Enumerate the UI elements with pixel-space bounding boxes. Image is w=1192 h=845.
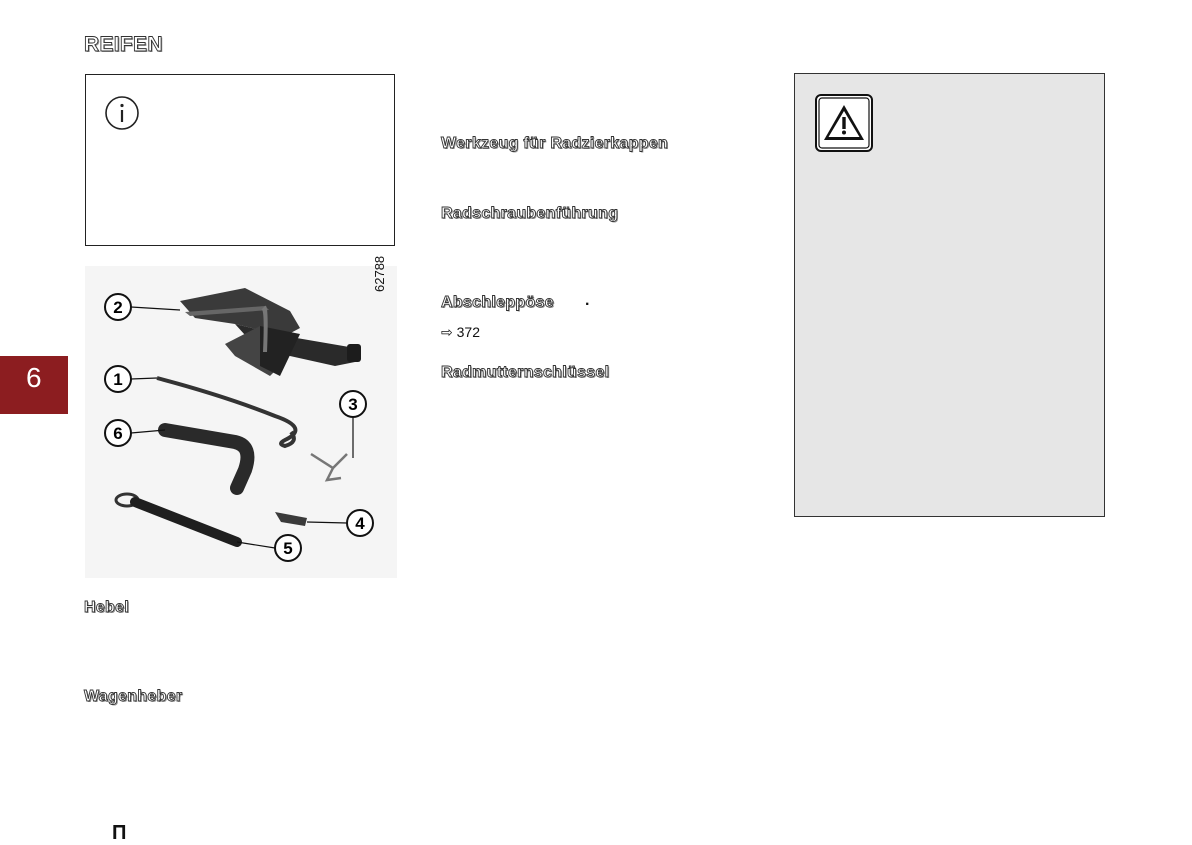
label-radzierkappen: Werkzeug für Radzierkappen	[441, 135, 669, 152]
callout-5-label: 5	[283, 539, 293, 558]
tool-kit-figure	[85, 266, 397, 578]
callout-2-label: 2	[113, 298, 123, 317]
page-title: REIFEN	[84, 33, 163, 56]
callout-4	[347, 510, 373, 536]
tool-kit-illustration	[85, 266, 397, 578]
callout-2	[105, 294, 131, 320]
label-wagenheber: Wagenheber	[84, 688, 183, 705]
callout-3-label: 3	[348, 395, 358, 414]
label-radmutternschluessel: Radmutternschlüssel	[441, 364, 610, 381]
hubcap-tool-illustration	[311, 454, 347, 480]
wrench-illustration	[116, 494, 237, 542]
label-abschleppoese: Abschleppöse	[441, 294, 554, 311]
callout-5	[275, 535, 301, 561]
chapter-number: 6	[26, 362, 42, 393]
callout-6	[105, 420, 131, 446]
callout-6-label: 6	[113, 424, 123, 443]
footer-mark: Π	[112, 822, 127, 844]
info-icon	[104, 95, 140, 131]
jack-illustration	[180, 288, 361, 376]
warning-box	[794, 73, 1105, 517]
page-reference-link[interactable]: ⇨ 372	[441, 324, 480, 340]
abschleppoese-period: .	[585, 292, 590, 309]
callout-1-label: 1	[113, 370, 123, 389]
callout-3	[340, 391, 366, 417]
callout-4-label: 4	[355, 514, 365, 533]
callout-1	[105, 366, 131, 392]
figure-id: 62788	[372, 255, 387, 292]
label-radschraubenfuehrung: Radschraubenführung	[441, 205, 619, 222]
info-box	[85, 74, 395, 246]
chapter-tab[interactable]	[0, 356, 68, 414]
tube-tool-illustration	[165, 430, 247, 488]
tow-eye-illustration	[275, 512, 307, 526]
label-hebel: Hebel	[84, 599, 130, 616]
warning-icon	[815, 94, 873, 152]
